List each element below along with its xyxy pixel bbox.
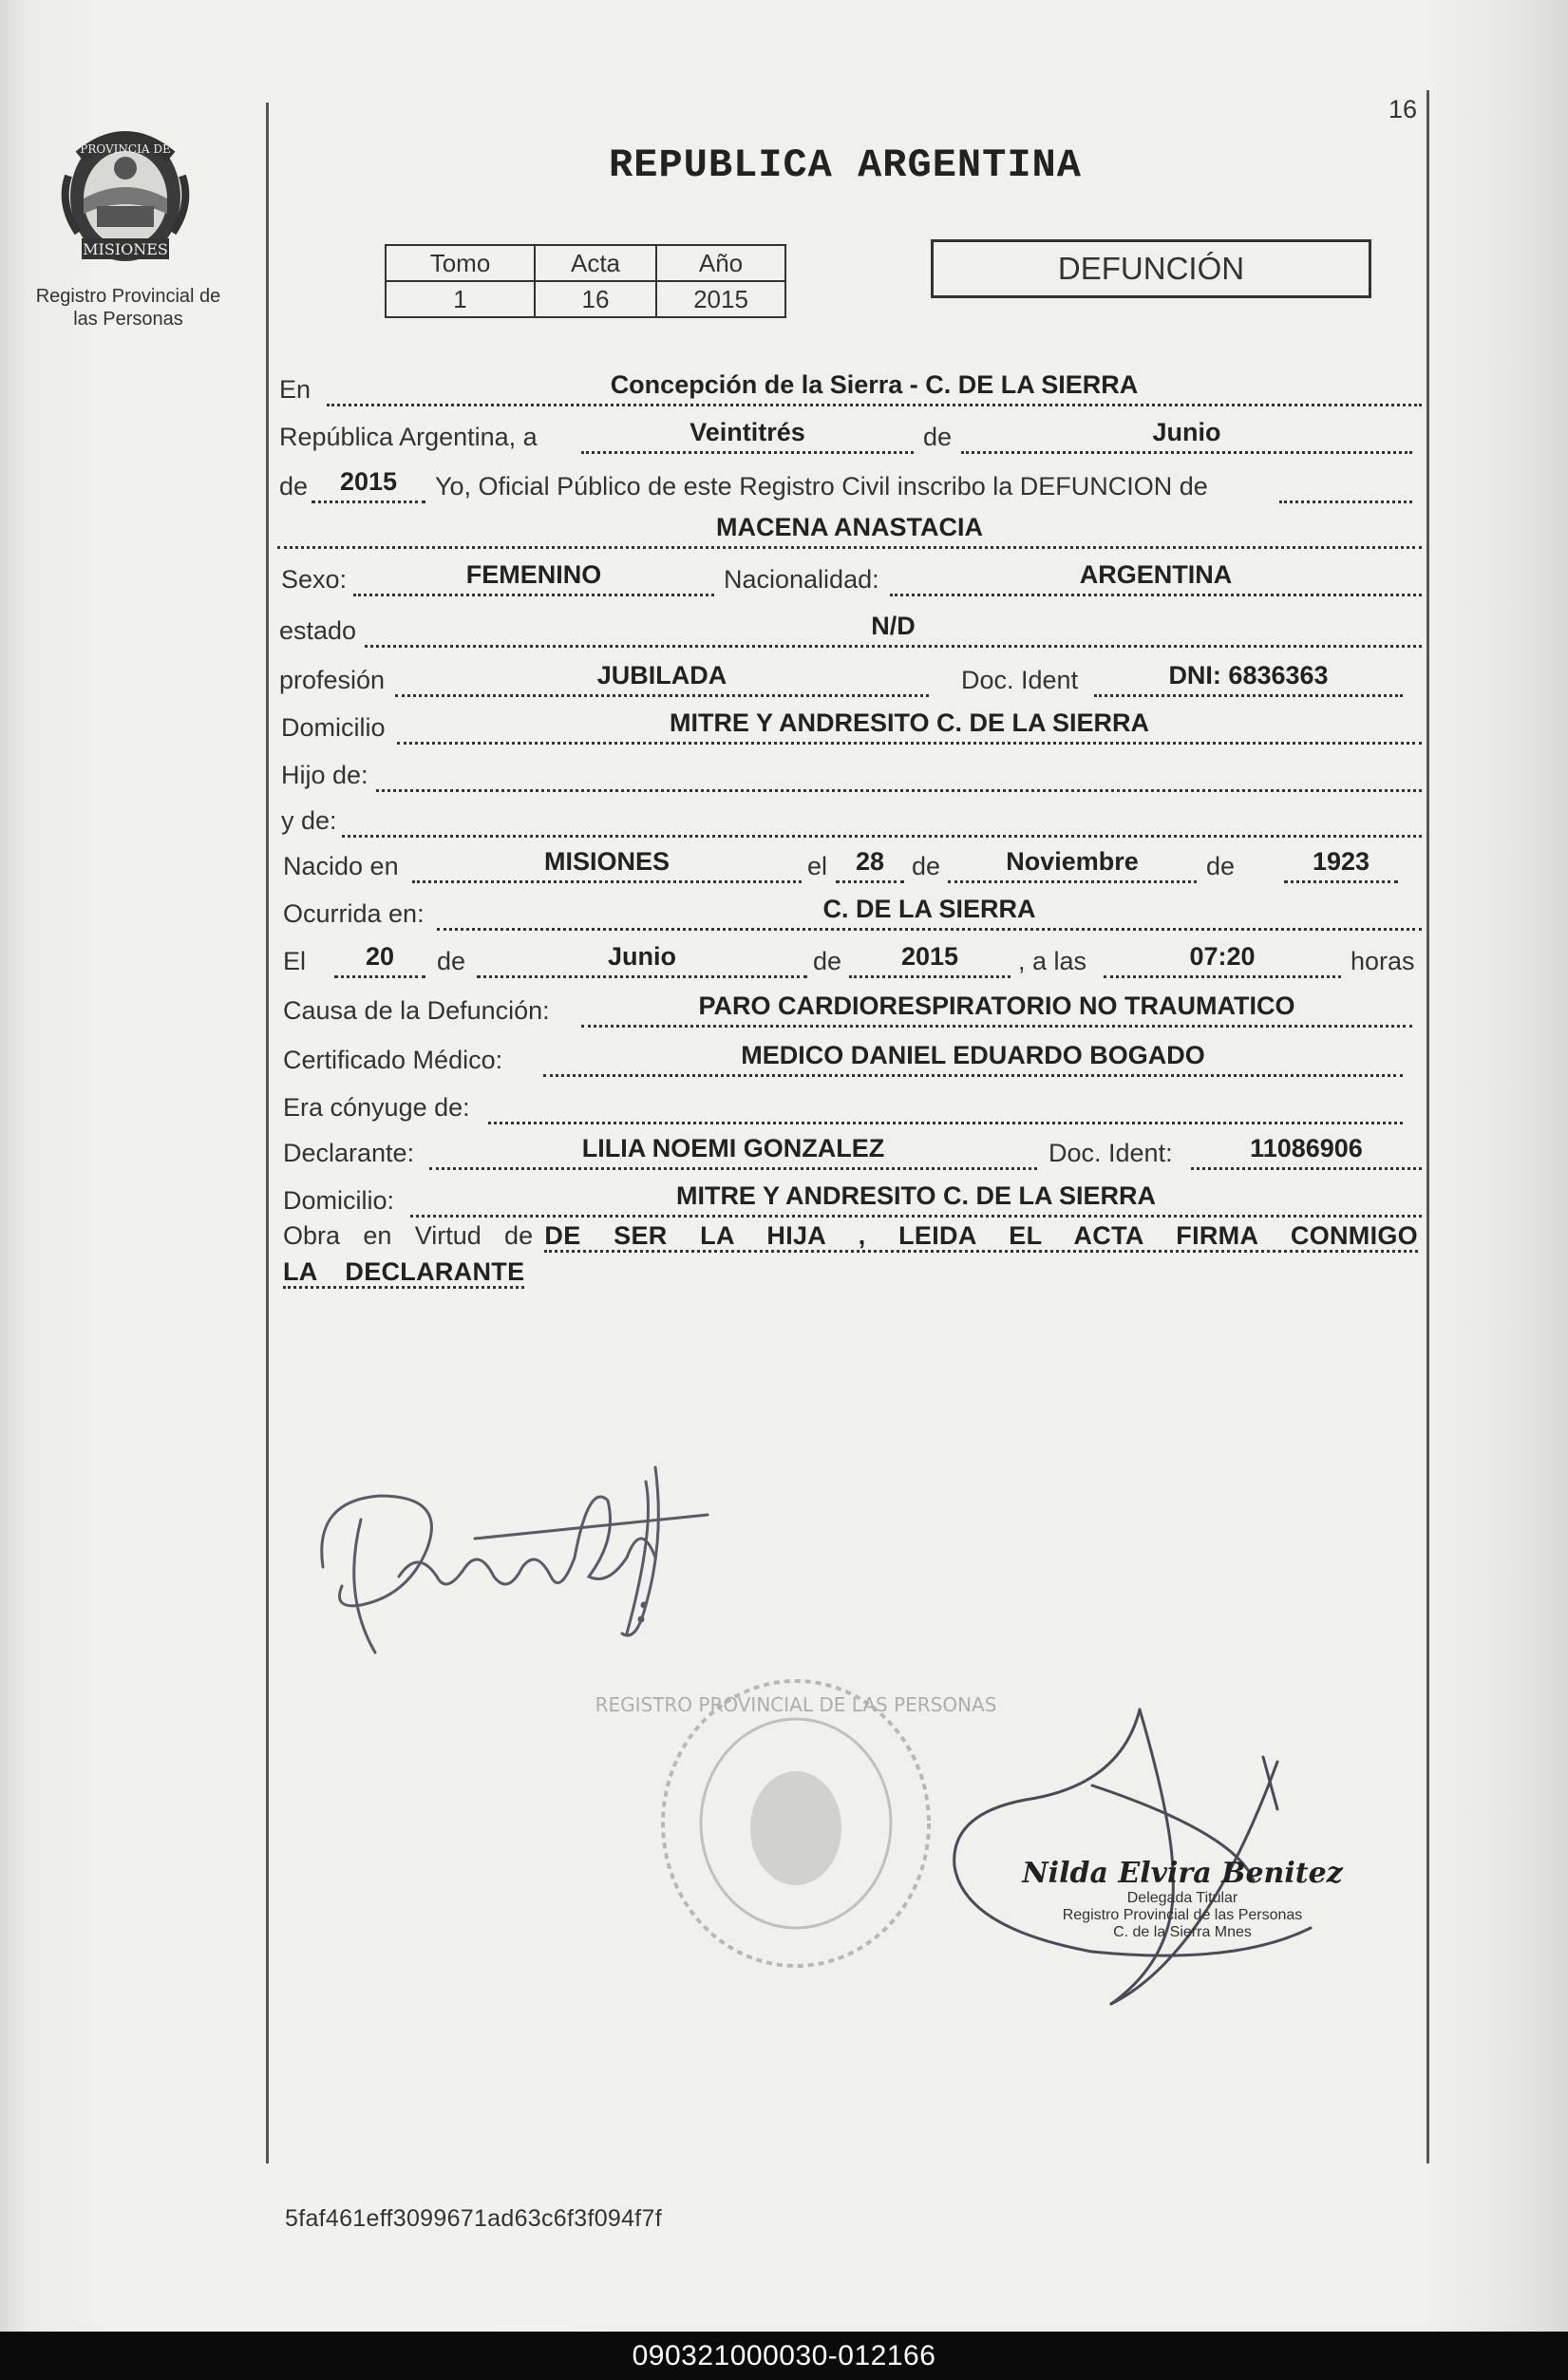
domicilio2-label: Domicilio: [283, 1186, 395, 1215]
causa-label: Causa de la Defunción: [283, 996, 550, 1025]
sexo-value: FEMENINO [465, 560, 602, 589]
acta-header: Acta [535, 245, 656, 281]
def-de2-label: de [813, 947, 842, 975]
estado-label: estado [279, 616, 357, 645]
doc2-value: 11086906 [1250, 1134, 1363, 1162]
certificado-label: Certificado Médico: [283, 1046, 503, 1074]
en-label: En [279, 375, 312, 404]
profesion-value: JUBILADA [596, 661, 727, 689]
yde-label: y de: [281, 806, 337, 835]
def-hora-value: 07:20 [1189, 942, 1256, 971]
anio-header: Año [656, 245, 785, 281]
registry-label-line2: las Personas [73, 309, 183, 330]
official-name: Nilda Elvira Benitez [1022, 1857, 1343, 1890]
def-anio-value: 2015 [900, 942, 959, 971]
ocurrida-value: C. DE LA SIERRA [822, 895, 1036, 923]
doc2-label: Doc. Ident: [1048, 1139, 1173, 1167]
el2-label: El [283, 947, 307, 975]
acta-value: 16 [535, 281, 656, 317]
tomo-header: Tomo [386, 245, 535, 281]
obra-value: DE SER LA HIJA , LEIDA EL ACTA FIRMA CONMIGO LA DECLARANTE [283, 1221, 1418, 1289]
official-stamp [1021, 1857, 1344, 1941]
nacido-de2-label: de [1206, 852, 1236, 880]
tomo-value: 1 [386, 281, 535, 317]
obra-label: Obra en Virtud de [283, 1221, 534, 1250]
day-value: Veintitrés [690, 418, 805, 446]
official-line2: Registro Provincial de las Personas [1062, 1907, 1303, 1923]
nacido-lugar-value: MISIONES [543, 847, 671, 876]
conyuge-label: Era cónyuge de: [283, 1093, 470, 1122]
nacido-mes-value: Noviembre [1006, 847, 1139, 876]
nacido-dia-value: 28 [855, 847, 885, 876]
de-label: de [923, 423, 953, 451]
year-value: 2015 [339, 467, 398, 496]
official-line1: Delegada Titular [1126, 1890, 1238, 1906]
alas-label: , a las [1018, 947, 1087, 975]
page-number: 16 [1389, 95, 1418, 123]
nacido-de1-label: de [912, 852, 941, 880]
declarante-label: Declarante: [283, 1139, 415, 1167]
def-de1-label: de [437, 947, 466, 975]
seal-text: REGISTRO PROVINCIAL DE LAS PERSONAS [595, 1693, 997, 1716]
registry-label-line1: Registro Provincial de [35, 286, 221, 307]
hijo-label: Hijo de: [281, 761, 368, 789]
inscribo-text: Yo, Oficial Público de este Registro Civil inscribo la DEFUNCION de [435, 472, 1208, 501]
declarant-signature [322, 1467, 708, 1653]
ocurrida-label: Ocurrida en: [283, 899, 425, 928]
doc-label: Doc. Ident [961, 666, 1079, 694]
domicilio-label: Domicilio [281, 713, 386, 742]
certificado-value: MEDICO DANIEL EDUARDO BOGADO [741, 1041, 1205, 1069]
place-value: Concepción de la Sierra - C. DE LA SIERRA [610, 370, 1139, 399]
domicilio-value: MITRE Y ANDRESITO C. DE LA SIERRA [669, 708, 1150, 737]
def-dia-value: 20 [365, 942, 395, 971]
anio-value: 2015 [656, 281, 785, 317]
crest-text-top: PROVINCIA DE [80, 142, 171, 156]
republica-label: República Argentina, a [279, 423, 538, 451]
nacido-label: Nacido en [283, 852, 399, 880]
el-label: el [807, 852, 828, 880]
document-hash: 5faf461eff3099671ad63c6f3f094f7f [285, 2205, 663, 2232]
record-type-box: DEFUNCIÓN [931, 239, 1371, 298]
barcode-footer: 090321000030-012166 [0, 2332, 1568, 2380]
official-seal [595, 1681, 997, 1966]
profesion-label: profesión [279, 666, 386, 694]
def-mes-value: Junio [608, 942, 676, 971]
horas-label: horas [1351, 947, 1415, 975]
estado-value: N/D [871, 612, 916, 640]
official-line3: C. de la Sierra Mnes [1113, 1924, 1252, 1940]
crest-text-bottom: MISIONES [83, 240, 168, 258]
causa-value: PARO CARDIORESPIRATORIO NO TRAUMATICO [698, 992, 1295, 1020]
domicilio2-value: MITRE Y ANDRESITO C. DE LA SIERRA [675, 1181, 1157, 1210]
nacionalidad-label: Nacionalidad: [724, 565, 879, 594]
document-title: REPUBLICA ARGENTINA [609, 142, 1082, 188]
nacido-anio-value: 1923 [1312, 847, 1370, 876]
nacionalidad-value: ARGENTINA [1079, 560, 1233, 589]
doc-value: DNI: 6836363 [1168, 661, 1329, 689]
month-value: Junio [1152, 418, 1221, 446]
sexo-label: Sexo: [281, 565, 348, 594]
declarante-value: LILIA NOEMI GONZALEZ [581, 1134, 885, 1162]
year-prefix: de [279, 472, 309, 501]
name-value: MACENA ANASTACIA [716, 513, 983, 541]
